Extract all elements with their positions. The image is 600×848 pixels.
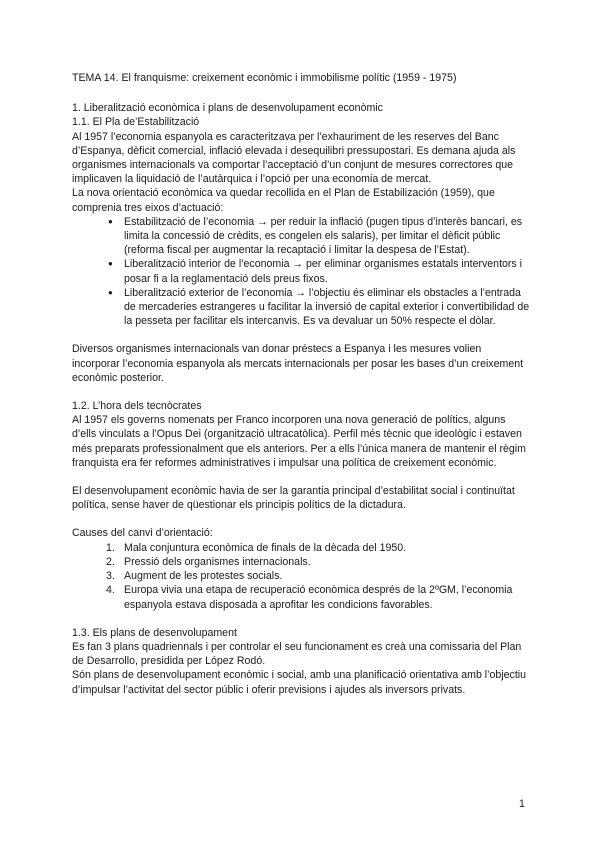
paragraph-international-loans: Diversos organismes internacionals van donar préstecs a Espanya i les mesures volien incorporar l’economia espanyola als mercats internacionals per posar les bases d’un creixement econòmic posterior.: [72, 343, 524, 384]
list-item: [110, 215, 530, 258]
section-heading: 1. Liberalització econòmica i plans de desenvolupament econòmic: [72, 102, 383, 115]
list-item: [106, 555, 530, 569]
stabilization-axes-list: [72, 215, 530, 329]
list-item: [110, 286, 530, 329]
list-item-text: Augment de les protestes socials.: [124, 570, 283, 583]
list-item-text: Liberalització interior de l’economia → per eliminar organismes estatals interventors i posar fi a la reglamentació dels preus fixos.: [124, 258, 523, 285]
subsection-heading-1-1: 1.1. El Pla de’Estabilització: [72, 116, 200, 129]
paragraph-development-plans: Són plans de desenvolupament econòmic i social, amb una planificació orientativa amb l’objectiu d’impulsar l’activitat del sector públic i oferir previsions i ajudes als inversors privats.: [72, 669, 527, 696]
list-number: 4.: [106, 584, 115, 597]
document-body: [72, 71, 530, 697]
causes-list: [72, 541, 530, 612]
list-item-text: Estabilització de l’economia → per reduir la inflació (pugen tipus d’interès bancari, es limita la concessió de crèdits, es congelen els salaris), per limitar el dèficit públic (reforma fiscal per augmentar la recaptació i limitar la despesa de l’Estat).: [124, 215, 523, 257]
list-item-text: Pressió dels organismes internacionals.: [124, 555, 311, 568]
list-number: 1.: [106, 541, 115, 554]
subsection-heading-1-2: 1.2. L’hora dels tecnòcrates: [72, 400, 202, 413]
list-item: [106, 541, 530, 555]
page-number: 1: [519, 798, 525, 810]
list-number: 2.: [106, 555, 115, 568]
list-item: [106, 569, 530, 583]
paragraph-four-year-plans: Es fan 3 plans quadriennals i per controlar el seu funcionament es creà una comissaria del Plan de Desarrollo, presidida per López Rodó.: [72, 640, 522, 668]
paragraph-development-guarantee: El desenvolupament econòmic havia de ser la garantia principal d’estabilitat social i continuïtat política, sense haver de qüestionar els principis polítics de la dictadura.: [72, 485, 515, 512]
list-number: 3.: [106, 570, 115, 583]
list-item-text: Europa vivia una etapa de recuperació econòmica després de la 2ºGM, l’economia espanyola estava disposada a aprofitar les condicions favorables.: [124, 584, 513, 611]
paragraph-economy-1957: Al 1957 l’economia espanyola es caracteritzava per l’exhauriment de les reserves del Banc d’Espanya, dèficit comercial, inflació elevada i desequilibri pressupostari. Es demana ajuda als organismes internacionals va comportar l’acceptació d’un conjunt de mesures correctores que implicaven la liquidació de l’autàrquica i l’opció per una economia de mercat.: [72, 130, 516, 186]
list-item-text: Liberalització exterior de l’economia → l’objectiu és eliminar els obstacles a l’entrada de mercaderies estrangeres u facilitar la inversió de capital exterior i convertibilidad de la pesseta per facilitar els intercanvis. Es va devaluar un 50% respecte el dòlar.: [124, 286, 530, 328]
causes-heading: Causes del canvi d’orientació:: [72, 527, 213, 540]
list-item-text: Mala conjuntura econòmica de finals de la dècada del 1950.: [124, 541, 407, 554]
paragraph-technocrats: Al 1957 els governs nomenats per Franco incorporen una nova generació de polítics, alguns d’ells vinculats a l’Opus Dei (organització ultracatòlica). Perfil més tècnic que ideològic i estaven més preparats professionalment que els anteriors. Per a ells l’única manera de mantenir el règim franquista era fer reformes administratives i impulsar una política de creixement econòmic.: [72, 414, 526, 469]
list-item: [110, 257, 530, 285]
paragraph-stabilization-plan: La nova orientació econòmica va quedar recollida en el Plan de Estabilización (1959), que comprenia tres eixos d’actuació:: [72, 187, 495, 214]
list-item: [106, 583, 530, 611]
subsection-heading-1-3: 1.3. Els plans de desenvolupament: [72, 626, 237, 639]
document-title: TEMA 14. El franquisme: creixement econòmic i immobilisme polític (1959 - 1975): [72, 72, 457, 84]
